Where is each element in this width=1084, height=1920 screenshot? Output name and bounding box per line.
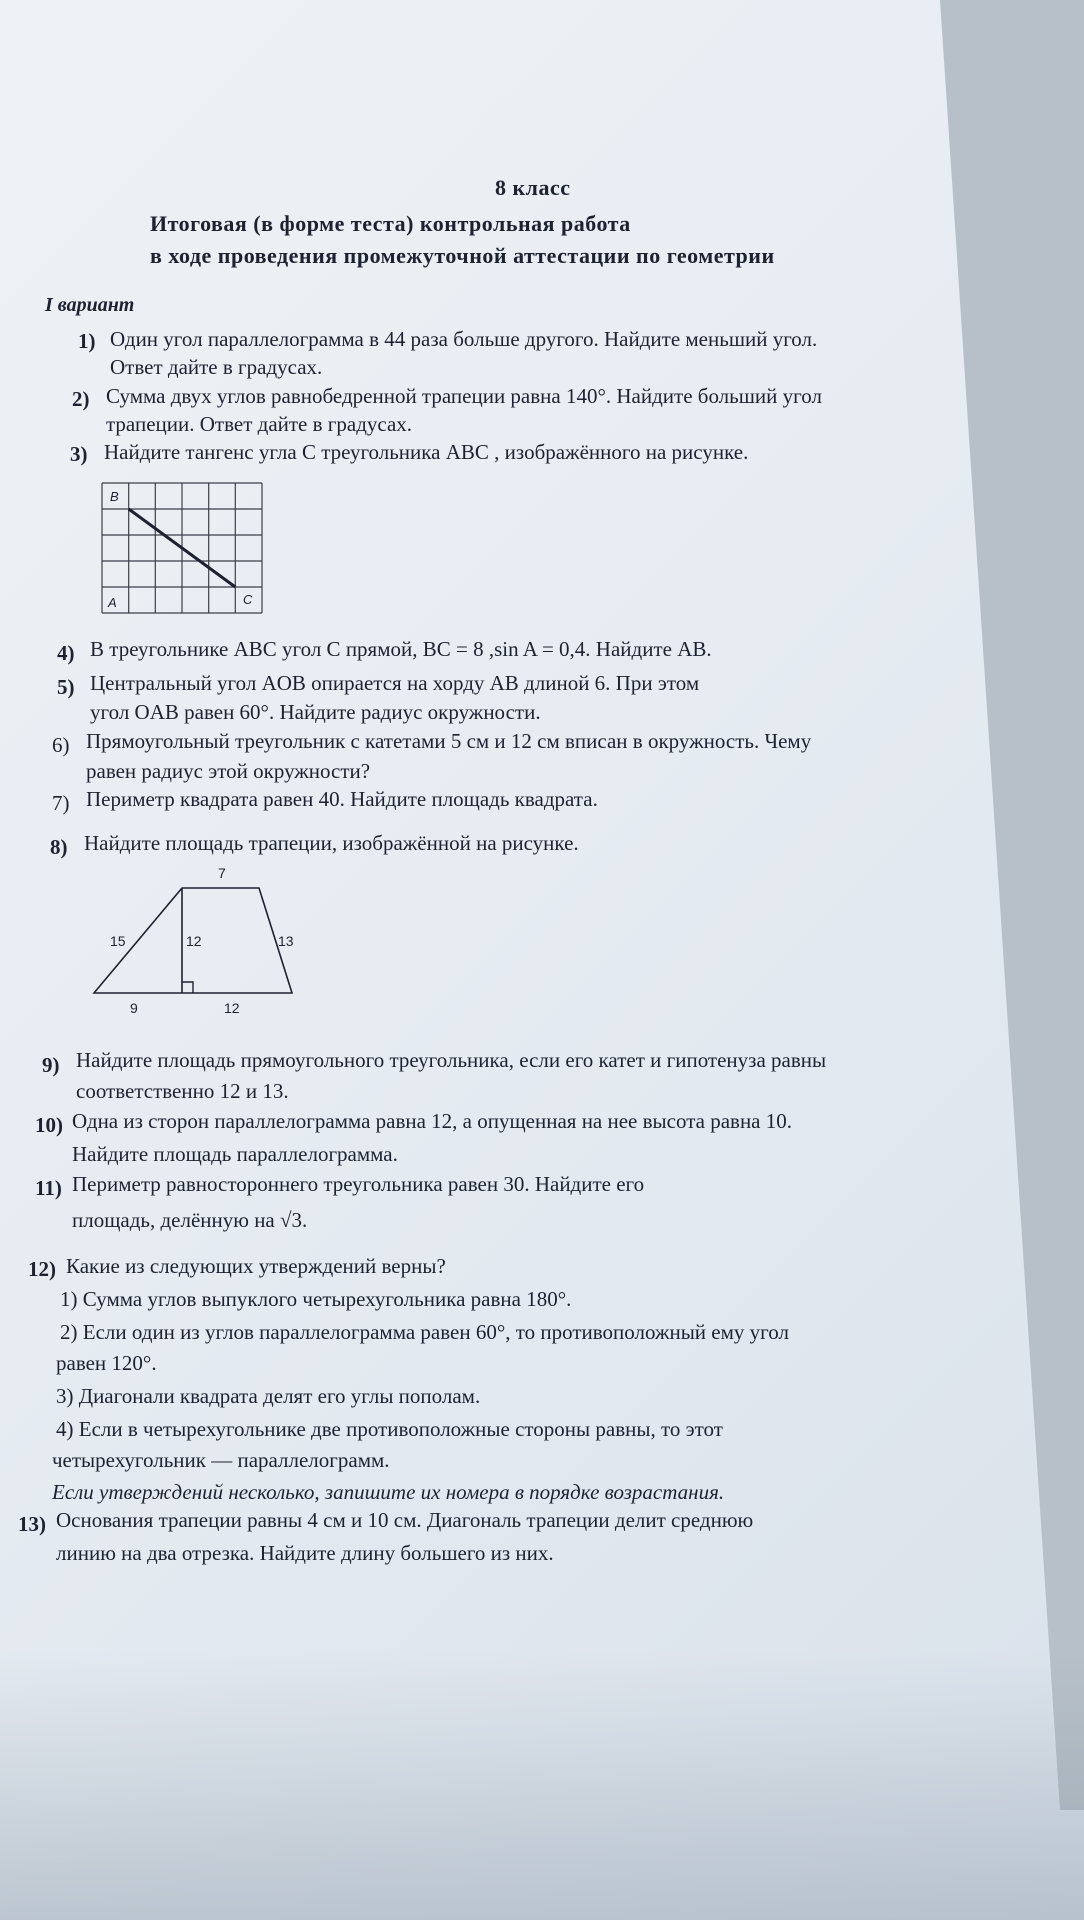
- q8-number: 8): [50, 835, 68, 859]
- q12-statement-4a: 4) Если в четырехугольнике две противоположные стороны равны, то этот: [56, 1417, 723, 1441]
- q12-note: Если утверждений несколько, запишите их номера в порядке возрастания.: [52, 1480, 725, 1504]
- q12-statement-1: 1) Сумма углов выпуклого четырехугольника равна 180°.: [60, 1287, 572, 1311]
- q12-number: 12): [28, 1257, 56, 1281]
- q8-text-line1: Найдите площадь трапеции, изображённой на рисунке.: [84, 831, 579, 855]
- q12-statement-2a: 2) Если один из углов параллелограмма равен 60°, то противоположный ему угол: [60, 1320, 789, 1344]
- q12-statement-3: 3) Диагонали квадрата делят его углы пополам.: [56, 1384, 481, 1408]
- q11-text-line2: площадь, делённую на √3.: [72, 1208, 308, 1232]
- q2-text-line1: Сумма двух углов равнобедренной трапеции равна 140°. Найдите больший угол: [106, 384, 822, 408]
- grade-heading: 8 класс: [495, 175, 571, 200]
- trap-label-right: 13: [278, 933, 294, 949]
- q6-number: 6): [52, 733, 70, 757]
- q10-text-line1: Одна из сторон параллелограмма равна 12, а опущенная на нее высота равна 10.: [72, 1109, 792, 1133]
- trap-label-bottom-right: 12: [224, 1000, 240, 1016]
- test-title-line2: в ходе проведения промежуточной аттестации по геометрии: [150, 243, 775, 268]
- q5-number: 5): [57, 675, 75, 699]
- trap-label-left: 15: [110, 933, 126, 949]
- trap-label-top: 7: [218, 865, 226, 881]
- q1-text-line2: Ответ дайте в градусах.: [110, 355, 323, 379]
- q4-text-line1: В треугольнике ABC угол C прямой, BC = 8 ,sin A = 0,4. Найдите AB.: [90, 637, 712, 661]
- q12-statement-4b: четырехугольник — параллелограмм.: [52, 1448, 390, 1472]
- q12-statement-2b: равен 120°.: [56, 1351, 157, 1375]
- q1-number: 1): [78, 329, 96, 353]
- q13-text-line2: линию на два отрезка. Найдите длину большего из них.: [56, 1541, 554, 1565]
- grid-label-c: C: [243, 592, 253, 607]
- q9-number: 9): [42, 1053, 60, 1077]
- paper-shadow: [0, 1650, 1084, 1920]
- q1-text-line1: Один угол параллелограмма в 44 раза больше другого. Найдите меньший угол.: [110, 327, 818, 351]
- q7-text-line1: Периметр квадрата равен 40. Найдите площадь квадрата.: [86, 787, 598, 811]
- q12-text-line1: Какие из следующих утверждений верны?: [66, 1254, 446, 1278]
- grid-label-a: A: [108, 595, 117, 610]
- right-angle-mark: [182, 982, 193, 993]
- q11-number: 11): [35, 1176, 62, 1200]
- variant-label: I вариант: [45, 294, 135, 316]
- q7-number: 7): [52, 791, 70, 815]
- grid-label-b: B: [110, 489, 119, 504]
- test-title-line1: Итоговая (в форме теста) контрольная работа: [150, 211, 631, 236]
- q2-text-line2: трапеции. Ответ дайте в градусах.: [106, 412, 413, 436]
- q3-number: 3): [70, 442, 88, 466]
- q6-text-line1: Прямоугольный треугольник с катетами 5 см и 12 см вписан в окружность. Чему: [86, 729, 812, 753]
- trap-label-bottom-left: 9: [130, 1000, 138, 1016]
- trap-label-height: 12: [186, 933, 202, 949]
- q3-text-line1: Найдите тангенс угла С треугольника АВС , изображённого на рисунке.: [104, 440, 749, 464]
- q9-text-line1: Найдите площадь прямоугольного треугольника, если его катет и гипотенуза равны: [76, 1048, 827, 1072]
- q4-number: 4): [57, 641, 75, 665]
- q13-text-line1: Основания трапеции равны 4 см и 10 см. Диагональ трапеции делит среднюю: [56, 1508, 754, 1532]
- q5-text-line2: угол OAB равен 60°. Найдите радиус окружности.: [90, 700, 541, 724]
- q6-text-line2: равен радиус этой окружности?: [86, 759, 371, 783]
- q9-text-line2: соответственно 12 и 13.: [76, 1079, 289, 1103]
- q2-number: 2): [72, 387, 90, 411]
- trapezoid-figure: [90, 860, 310, 1020]
- q10-number: 10): [35, 1113, 63, 1137]
- grid-triangle-figure: [100, 480, 270, 620]
- q10-text-line2: Найдите площадь параллелограмма.: [72, 1142, 398, 1166]
- q11-text-line1: Периметр равностороннего треугольника равен 30. Найдите его: [72, 1172, 645, 1196]
- q13-number: 13): [18, 1512, 46, 1536]
- q5-text-line1: Центральный угол AOB опирается на хорду AB длиной 6. При этом: [90, 671, 700, 695]
